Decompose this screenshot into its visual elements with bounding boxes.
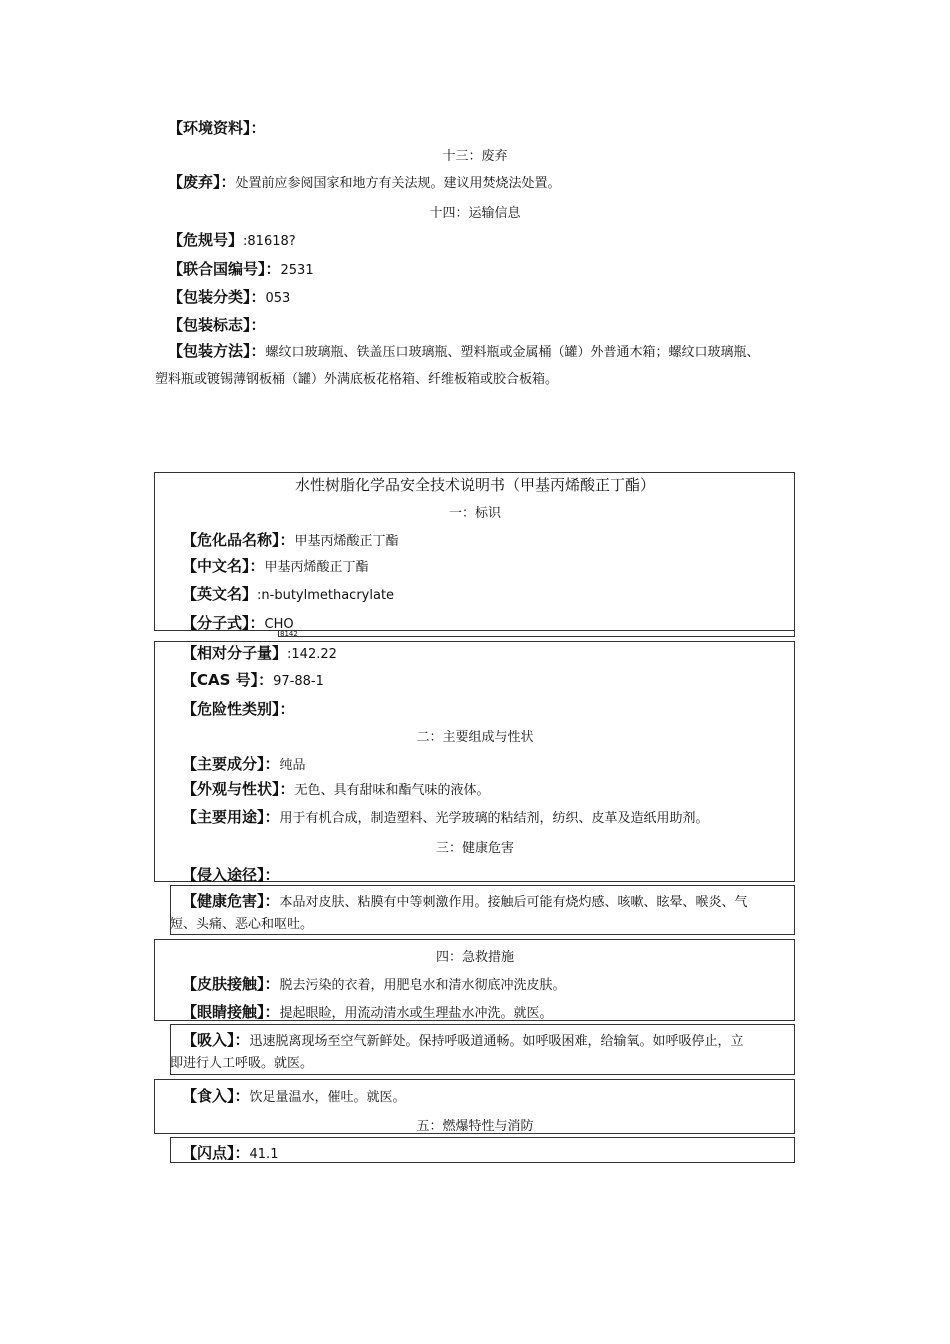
- env-label: 【环境资料】：: [168, 119, 266, 137]
- cas-label: 【CAS 号】：: [182, 671, 274, 689]
- cn-name-row: [182, 555, 369, 576]
- pack-method-row: [168, 340, 760, 361]
- pack-method-line1: 螺纹口玻璃瓶、铁盖压口玻璃瓶、塑料瓶或金属桶（罐）外普通木箱；螺纹口玻璃瓶、: [265, 345, 760, 360]
- inhale-label: 【吸入】：: [182, 1031, 250, 1049]
- section-5-heading: 五：燃爆特性与消防: [416, 1119, 534, 1134]
- ingest-value: 饮足量温水，催吐。就医。: [249, 1090, 406, 1105]
- section-13-heading: 十三：废弃: [442, 149, 508, 164]
- chem-name-value: 甲基丙烯酸正丁酯: [294, 534, 399, 549]
- en-name-value: :n-butylmethacrylate: [257, 588, 395, 603]
- formula-label: 【分子式】：: [182, 614, 265, 632]
- section-3-heading: 三：健康危害: [435, 841, 514, 856]
- formula-value: CHO: [264, 617, 294, 632]
- hazard-no-value: :81618?: [243, 234, 296, 249]
- flash-label: 【闪点】：: [182, 1144, 250, 1162]
- skin-value: 脱去污染的衣着，用肥皂水和清水彻底冲洗皮肤。: [279, 978, 566, 993]
- pack-mark-label: 【包装标志】：: [168, 316, 266, 334]
- disposal-value: 处置前应参阅国家和地方有关法规。建议用焚烧法处置。: [235, 176, 561, 191]
- disposal-row: [168, 171, 561, 192]
- document-title: 水性树脂化学品安全技术说明书（甲基丙烯酸正丁酯）: [294, 476, 655, 494]
- health-line2: 短、头痛、恶心和呕吐。: [170, 917, 314, 932]
- cas-row: [182, 669, 324, 690]
- hazard-class-label: 【危险性类别】：: [182, 700, 295, 718]
- cas-value: 97-88-1: [273, 674, 324, 689]
- mw-label: 【相对分子量】: [182, 644, 288, 662]
- composition-label: 【主要成分】：: [182, 755, 280, 773]
- section-1-heading: 一：标识: [448, 506, 501, 521]
- pack-method-label: 【包装方法】：: [168, 342, 266, 360]
- mw-row: [182, 642, 337, 663]
- use-label: 【主要用途】：: [182, 808, 280, 826]
- section-2-heading: 二：主要组成与性状: [416, 730, 534, 745]
- skin-label: 【皮肤接触】：: [182, 975, 280, 993]
- eye-value: 提起眼睑，用流动清水或生理盐水冲洗。就医。: [279, 1006, 553, 1021]
- un-no-label: 【联合国编号】：: [168, 260, 281, 278]
- pack-method-line2: 塑料瓶或镀锡薄钢板桶（罐）外满底板花格箱、纤维板箱或胶合板箱。: [155, 372, 559, 387]
- hazard-no-row: [168, 229, 296, 250]
- cn-name-value: 甲基丙烯酸正丁酯: [264, 560, 369, 575]
- chem-name-label: 【危化品名称】：: [182, 531, 295, 549]
- inhale-line2: 即进行人工呼吸。就医。: [170, 1056, 314, 1071]
- hazard-no-label: 【危规号】: [168, 231, 244, 249]
- cn-name-label: 【中文名】：: [182, 557, 265, 575]
- route-label: 【侵入途径】：: [182, 866, 280, 884]
- identity-box: [154, 472, 795, 631]
- disposal-label: 【废弃】：: [168, 173, 236, 191]
- mw-value: :142.22: [287, 647, 337, 662]
- eye-label: 【眼睛接触】：: [182, 1003, 280, 1021]
- use-row: [182, 806, 709, 827]
- composition-value: 纯品: [279, 758, 306, 773]
- health-line1: 本品对皮肤、粘膜有中等刺激作用。接触后可能有烧灼感、咳嗽、眩晕、喉炎、气: [279, 895, 748, 910]
- inhale-paragraph: [170, 1028, 792, 1076]
- pack-class-row: [168, 286, 290, 307]
- ingest-row: [182, 1085, 406, 1106]
- formula-sub-strip: [278, 630, 795, 637]
- formula-subscripts: 8142: [280, 630, 298, 638]
- pack-class-label: 【包装分类】：: [168, 288, 266, 306]
- chem-name-row: [182, 529, 399, 550]
- inhale-line1: 迅速脱离现场至空气新鲜处。保持呼吸道通畅。如呼吸困难，给输氧。如呼吸停止，立: [249, 1034, 744, 1049]
- appearance-label: 【外观与性状】：: [182, 780, 295, 798]
- skin-row: [182, 973, 566, 994]
- ingest-label: 【食入】：: [182, 1087, 250, 1105]
- flash-value: 41.1: [249, 1147, 279, 1162]
- health-paragraph: [170, 889, 792, 937]
- section-4-heading: 四：急救措施: [435, 950, 514, 965]
- en-name-label: 【英文名】: [182, 585, 258, 603]
- un-no-row: [168, 258, 314, 279]
- flash-row: [182, 1142, 278, 1163]
- formula-row: [182, 612, 294, 633]
- appearance-row: [182, 778, 490, 799]
- composition-row: [182, 753, 306, 774]
- un-no-value: 2531: [280, 263, 314, 278]
- pack-class-value: 053: [265, 291, 291, 306]
- use-value: 用于有机合成，制造塑料、光学玻璃的粘结剂，纺织、皮革及造纸用助剂。: [279, 811, 709, 826]
- en-name-row: [182, 583, 394, 604]
- appearance-value: 无色、具有甜味和酯气味的液体。: [294, 783, 490, 798]
- eye-row: [182, 1001, 553, 1022]
- health-label: 【健康危害】：: [182, 892, 280, 910]
- section-14-heading: 十四：运输信息: [429, 206, 521, 221]
